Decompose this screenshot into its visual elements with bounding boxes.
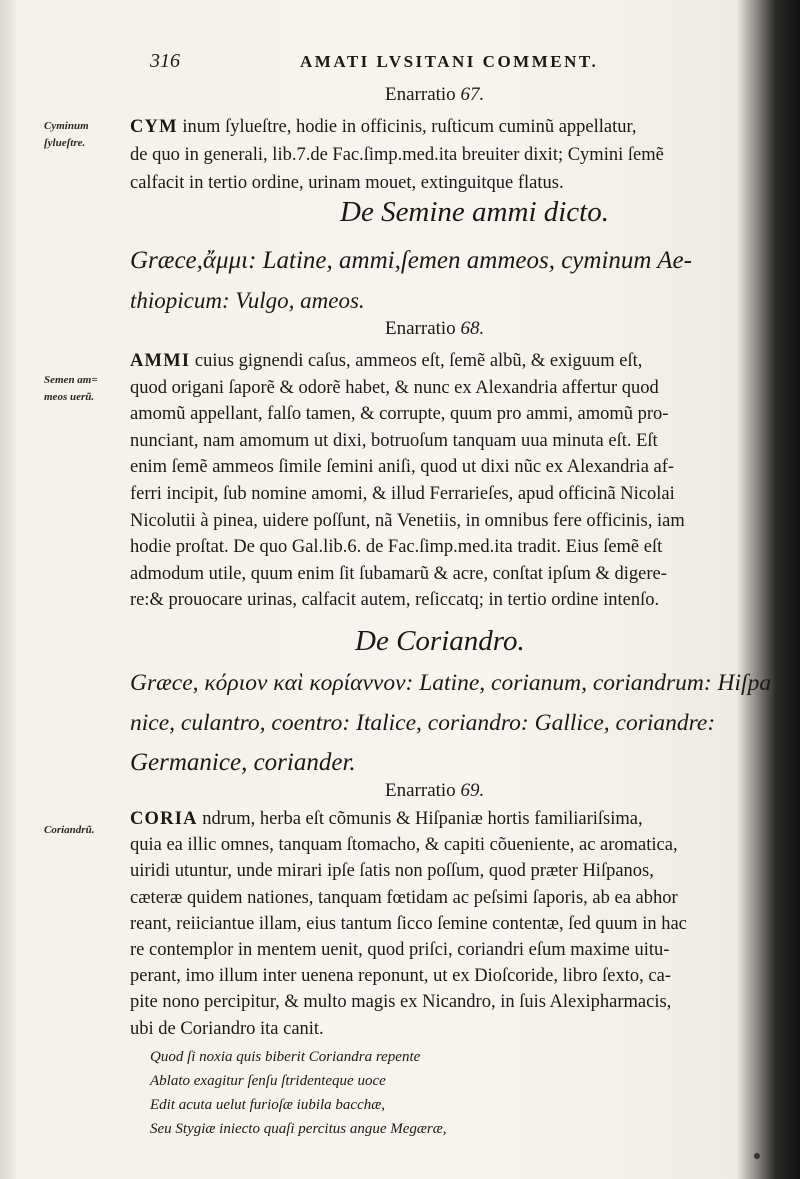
text-line: hodie proſtat. De quo Gal.lib.6. de Fac.ſimp.med.ita tradit. Eius ſemẽ eſt (130, 537, 663, 558)
verse-line: Ablato exagitur ſenſu ſtridenteque uoce (150, 1073, 386, 1089)
page-header (150, 50, 670, 76)
text-line: nunciant, nam amomum ut dixi, botruoſum tanquam uua minuta eſt. Eſt (130, 430, 658, 451)
names-line: Græce,ἄμμι: Latine, ammi,ſemen ammeos, cyminum Ae- (130, 247, 692, 274)
text-line: de quo in generali, lib.7.de Fac.ſimp.med.ita breuiter dixit; Cymini ſemẽ (130, 145, 664, 165)
margin-note-semen: Semen am= meos uerũ. (44, 374, 98, 403)
text-line: re:& prouocare urinas, calfacit autem, reſiccatq; in tertio ordine intenſo. (130, 590, 660, 611)
verse-line: Quod ſi noxia quis biberit Coriandra repente (150, 1049, 421, 1065)
page-gutter (0, 0, 16, 1179)
enarratio-label: Enarratio (385, 780, 456, 801)
text-line: pite nono percipitur, & multo magis ex Nicandro, in ſuis Alexipharmacis, (130, 992, 672, 1013)
enarratio-heading-67 (385, 84, 484, 106)
verse-line: Seu Stygiæ iniecto quaſi percitus angue Megæræ, (150, 1121, 447, 1137)
enarratio-heading-69 (385, 780, 484, 802)
text-line: AMMI cuius gignendi caſus, ammeos eſt, ſemẽ albũ, & exiguum eſt, (130, 351, 643, 371)
enarratio-label: Enarratio (385, 318, 456, 339)
ink-spot (754, 1153, 760, 1159)
text-line: reant, reiiciantue illam, eius tantum ſicco ſemine contentæ, ſed quum in hac (130, 913, 687, 934)
text-line: quod origani ſaporẽ & odorẽ habet, & nunc ex Alexandria affertur quod (130, 377, 659, 398)
enarratio-label: Enarratio (385, 84, 456, 105)
section-title-ammi: De Semine ammi dicto. (340, 196, 609, 228)
enarratio-heading-68 (385, 318, 484, 340)
text-line: uiridi utuntur, unde mirari ipſe ſatis non poſſum, quod præter Hiſpanos, (130, 861, 654, 882)
names-line: nice, culantro, coentro: Italice, coriandro: Gallice, coriandre: (130, 710, 716, 736)
text-line: admodum utile, quum enim ſit ſubamarũ & acre, conſtat ipſum & digere- (130, 563, 667, 584)
margin-note-coriandrum: Coriandrũ. (44, 824, 95, 836)
text-line: CYM inum ſylueſtre, hodie in officinis, ruſticum cuminũ appellatur, (130, 117, 637, 137)
text-line: Nicolutii à pinea, uidere poſſunt, nã Venetiis, in omnibus fere officinis, iam (130, 510, 685, 531)
section-title-coriandro: De Coriandro. (355, 625, 525, 657)
text-line: ubi de Coriandro ita canit. (130, 1018, 324, 1039)
text-line: quia ea illic omnes, tanquam ſtomacho, & capiti cõueniente, ac aromatica, (130, 835, 678, 856)
names-line: Germanice, coriander. (130, 749, 356, 776)
enarratio-number: 68. (460, 318, 485, 339)
text-line: re contemplor in mentem uenit, quod priſci, coriandri eſum maxime uitu- (130, 940, 670, 960)
page-number: 316 (150, 50, 180, 72)
margin-note-cyminum: Cyminum ſylueſtre. (44, 120, 89, 149)
text-line: CORIA ndrum, herba eſt cõmunis & Hiſpaniæ hortis familiariſsima, (130, 809, 643, 829)
verse-line: Edit acuta uelut furioſæ iubila bacchæ, (150, 1097, 385, 1113)
text-line: perant, imo illum inter uenena reponunt, ut ex Dioſcoride, libro ſexto, ca- (130, 966, 671, 987)
text-line: calfacit in tertio ordine, urinam mouet, extinguitque flatus. (130, 173, 564, 193)
names-line: thiopicum: Vulgo, ameos. (130, 288, 365, 313)
enarratio-number: 67. (460, 84, 485, 105)
text-line: enim ſemẽ ammeos ſimile ſemini aniſi, quod ut dixi nũc ex Alexandria af- (130, 457, 675, 478)
running-title: AMATI LVSITANI COMMENT. (300, 52, 599, 71)
text-line: amomũ appellant, falſo tamen, & corrupte, quum pro ammi, amomũ pro- (130, 404, 669, 425)
enarratio-number: 69. (460, 780, 485, 801)
text-line: cæteræ quidem nationes, tanquam fœtidam ac peſsimi ſaporis, ab ea abhor (130, 887, 678, 908)
names-line: Græce, κόριον καὶ κορίαννον: Latine, corianum, coriandrum: Hiſpa (130, 670, 772, 696)
text-line: ferri incipit, ſub nomine amomi, & illud Ferrarieſes, apud officinã Nicolai (130, 484, 675, 504)
